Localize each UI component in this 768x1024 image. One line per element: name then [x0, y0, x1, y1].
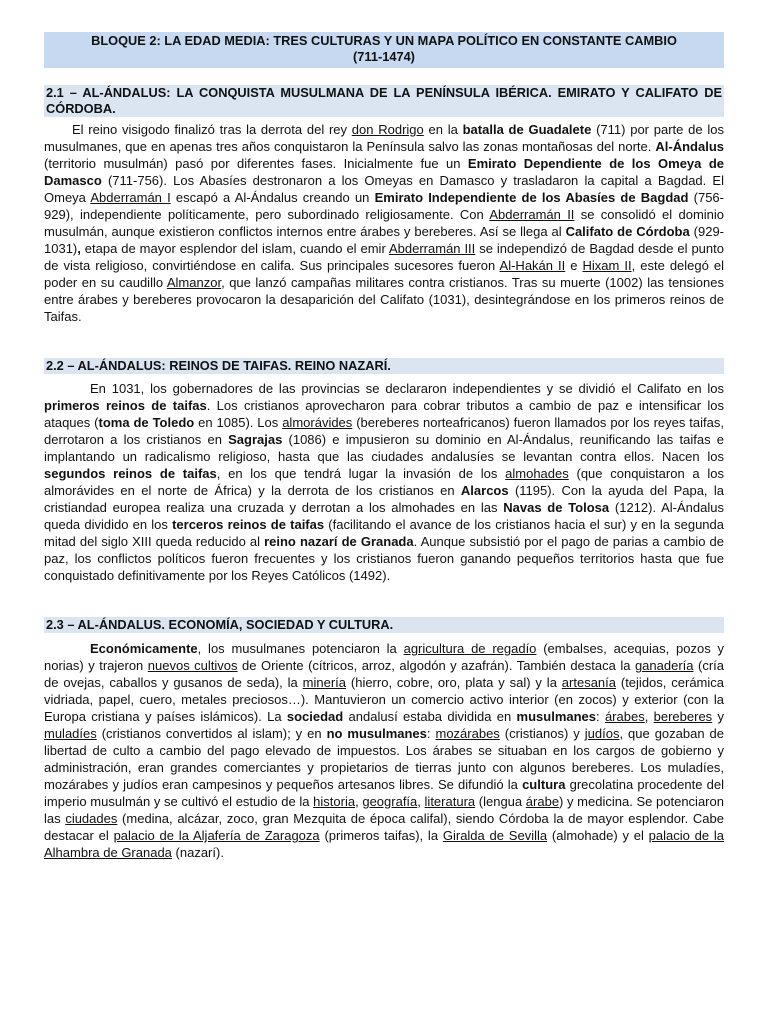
underlined-term: judíos: [584, 726, 620, 741]
underlined-term: artesanía: [561, 675, 616, 690]
text-run: ) y medicina. Se potenciaron las: [44, 794, 724, 826]
underlined-term: ciudades: [65, 811, 118, 826]
underlined-term: ganadería: [634, 658, 694, 673]
underlined-term: almohades: [505, 466, 569, 481]
section-heading-2-2: 2.2 – AL-ÁNDALUS: REINOS DE TAIFAS. REINO NAZARÍ.: [44, 358, 724, 374]
text-run: (almohade) y el: [547, 828, 649, 843]
text-run: (primeros taifas), la: [319, 828, 443, 843]
underlined-term: geografía: [362, 794, 418, 809]
document-page: [44, 32, 724, 861]
underlined-term: muladíes: [44, 726, 97, 741]
text-run: (territorio musulmán) pasó por diferentes fases. Inicialmente fue un: [44, 156, 468, 171]
text-run: (1195). Con la ayuda del Papa, la cristiandad europea realiza una cruzada y derrotan a los almohades en las: [44, 483, 724, 515]
underlined-term: Abderramán I: [90, 190, 171, 205]
bold-term: Califato de Córdoba: [565, 224, 690, 239]
bold-term: terceros reinos de taifas: [172, 517, 325, 532]
text-run: El reino visigodo finalizó tras la derrota del rey: [72, 122, 352, 137]
text-run: se consolidó el dominio musulmán, aunque existieron conflictos internos entre árabes y bereberes. Así se llega al: [44, 207, 725, 239]
underlined-term: literatura: [424, 794, 476, 809]
bold-term: no musulmanes: [326, 726, 427, 741]
bold-term: Alarcos: [460, 483, 509, 498]
bold-term: primeros reinos de taifas: [44, 398, 207, 413]
section-heading-2-3: 2.3 – AL-ÁNDALUS. ECONOMÍA, SOCIEDAD Y CULTURA.: [44, 617, 724, 633]
text-run: ,: [417, 794, 425, 809]
bold-term: musulmanes: [516, 709, 597, 724]
text-run: , los musulmanes potenciaron la: [197, 641, 404, 656]
text-run: (711-756). Los Abasíes destronaron a los Omeyas en Damasco y trasladaron la capital a Bagdad. El Omeya: [44, 173, 724, 205]
text-run: En 1031, los gobernadores de las provincias se declararon independientes y se dividió el Califato en los: [90, 381, 724, 396]
underlined-term: Abderramán III: [388, 241, 476, 256]
document-title-line2: (711-1474): [353, 49, 415, 64]
section-paragraph-2-3: [44, 640, 724, 861]
text-run: de Oriente (cítricos, arroz, algodón y azafrán). También destaca la: [237, 658, 635, 673]
section-paragraph-2-2: [44, 380, 724, 584]
bold-term: reino nazarí de Granada: [264, 534, 414, 549]
section-paragraph-2-1: [44, 121, 724, 325]
text-run: (cristianos) y: [499, 726, 585, 741]
underlined-term: Al-Hakán II: [499, 258, 566, 273]
underlined-term: árabes: [604, 709, 645, 724]
underlined-term: Hixam II: [582, 258, 632, 273]
text-run: :: [426, 726, 436, 741]
text-run: (1212). Al-Ándalus queda dividido en los: [44, 500, 724, 532]
text-run: (cría de ovejas, caballos y gusanos de seda), la: [44, 658, 724, 690]
text-run: (929-1031): [44, 224, 724, 256]
underlined-term: palacio de la Alhambra de Granada: [44, 828, 725, 860]
text-run: :: [596, 709, 605, 724]
text-run: , este delegó el poder en su caudillo: [44, 258, 724, 290]
text-run: escapó a Al-Ándalus creando un: [170, 190, 375, 205]
bold-term: ,: [77, 241, 81, 256]
document-title-line1: BLOQUE 2: LA EDAD MEDIA: TRES CULTURAS Y UN MAPA POLÍTICO EN CONSTANTE CAMBIO: [91, 33, 677, 48]
text-run: (facilitando el avance de los cristianos hacia el sur) y en la segunda mitad del siglo XIII queda reducido al: [44, 517, 725, 549]
underlined-term: árabe: [525, 794, 560, 809]
underlined-term: mozárabes: [435, 726, 500, 741]
text-run: grecolatina procedente del imperio musulmán y se cultivó el estudio de la: [44, 777, 724, 809]
bold-term: cultura: [522, 777, 566, 792]
text-run: . Aunque subsistió por el pago de parias a cambio de paz, los conflictos políticos fueron frecuentes y los cristianos fueron ganando pequeños territorios hasta que fue conquistado definitivamente por los Reyes Católicos (1492).: [44, 534, 724, 583]
underlined-term: palacio de la Aljafería de Zaragoza: [113, 828, 320, 843]
text-run: e: [565, 258, 583, 273]
text-run: en la: [423, 122, 463, 137]
underlined-term: Almanzor: [166, 275, 222, 290]
text-run: (1086) e impusieron su dominio en Al-Ándalus, reunificando las taifas e implantando un radicalismo religioso, hasta que las ciudades andalusíes se levantan contra ellos. Nacen los: [44, 432, 724, 464]
text-run: etapa de mayor esplendor del islam, cuando el emir: [80, 241, 389, 256]
bold-term: batalla de Guadalete: [462, 122, 592, 137]
underlined-term: minería: [302, 675, 347, 690]
bold-term: sociedad: [286, 709, 344, 724]
bold-term: Al-Ándalus: [655, 139, 724, 154]
bold-term: Navas de Tolosa: [503, 500, 610, 515]
text-run: , que gozaban de libertad de culto a cambio del pago elevado de impuestos. Los árabes se situaban en los cargos de gobierno y administración, eran grandes comerciantes y propietarios de tierras junto con algunos bereberes. Los muladíes, mozárabes y judíos eran campesinos y pequeños artesanos libres. Se difundió la: [44, 726, 725, 792]
underlined-term: almorávides: [282, 415, 353, 430]
underlined-term: nuevos cultivos: [147, 658, 238, 673]
text-run: y: [712, 709, 725, 724]
underlined-term: Abderramán II: [489, 207, 575, 222]
text-run: . Los cristianos aprovecharon para cobrar tributos a cambio de paz e intensificar los ataques (: [44, 398, 724, 430]
text-run: (756-929), independiente políticamente, pero subordinado religiosamente. Con: [44, 190, 724, 222]
bold-term: Económicamente: [90, 641, 198, 656]
underlined-term: Giralda de Sevilla: [442, 828, 548, 843]
underlined-term: don Rodrigo: [351, 122, 424, 137]
underlined-term: agricultura de regadío: [403, 641, 537, 656]
bold-term: Emirato Dependiente de los Omeya de Damasco: [44, 156, 724, 188]
section-heading-2-1: 2.1 – AL-ÁNDALUS: LA CONQUISTA MUSULMANA DE LA PENÍNSULA IBÉRICA. EMIRATO Y CALIFATO DE CÓRDOBA.: [46, 85, 722, 116]
text-run: (bereberes norteafricanos) fueron llamados por los reyes taifas, derrotaron a los cristianos en: [44, 415, 724, 447]
text-run: ,: [644, 709, 654, 724]
bold-term: Sagrajas: [228, 432, 283, 447]
text-run: (que conquistaron a los almorávides en el norte de África) y la derrota de los cristianos en: [44, 466, 724, 498]
text-run: (lengua: [475, 794, 526, 809]
text-run: , que lanzó campañas militares contra cristianos. Tras su muerte (1002) las tensiones entre árabes y bereberes provocaron la desaparición del Califato (1031), desintegrándose en los primeros reinos de Taifas.: [44, 275, 724, 324]
text-run: (711) por parte de los musulmanes, que en apenas tres años conquistaron la Península salvo las zonas montañosas del norte.: [44, 122, 724, 154]
bold-term: Emirato Independiente de los Abasíes de Bagdad: [374, 190, 689, 205]
text-run: en 1085). Los: [194, 415, 283, 430]
text-run: (tejidos, cerámica vidriada, papel, cuero, metales preciosos…). Mantuvieron un comercio activo interior (en zocos) y exterior (con la Europa cristiana y países islámicos). La: [44, 675, 724, 724]
bold-term: segundos reinos de taifas: [44, 466, 217, 481]
text-run: , en los que tendrá lugar la invasión de los: [216, 466, 506, 481]
text-run: (cristianos convertidos al islam); y en: [96, 726, 327, 741]
document-title: [44, 32, 724, 68]
text-run: se independizó de Bagdad desde el punto de vista religioso, convirtiéndose en califa. Sus principales sucesores fueron: [44, 241, 724, 273]
text-run: (medina, alcázar, zoco, gran Mezquita de época califal), siendo Córdoba la de mayor esplendor. Cabe destacar el: [44, 811, 724, 843]
text-run: andalusí estaba dividida en: [343, 709, 517, 724]
text-run: (hierro, cobre, oro, plata y sal) y la: [346, 675, 562, 690]
text-run: (nazarí).: [171, 845, 224, 860]
underlined-term: historia: [313, 794, 356, 809]
text-run: ,: [355, 794, 363, 809]
bold-term: toma de Toledo: [98, 415, 195, 430]
underlined-term: bereberes: [653, 709, 713, 724]
text-run: (embalses, acequias, pozos y norias) y trajeron: [44, 641, 724, 673]
